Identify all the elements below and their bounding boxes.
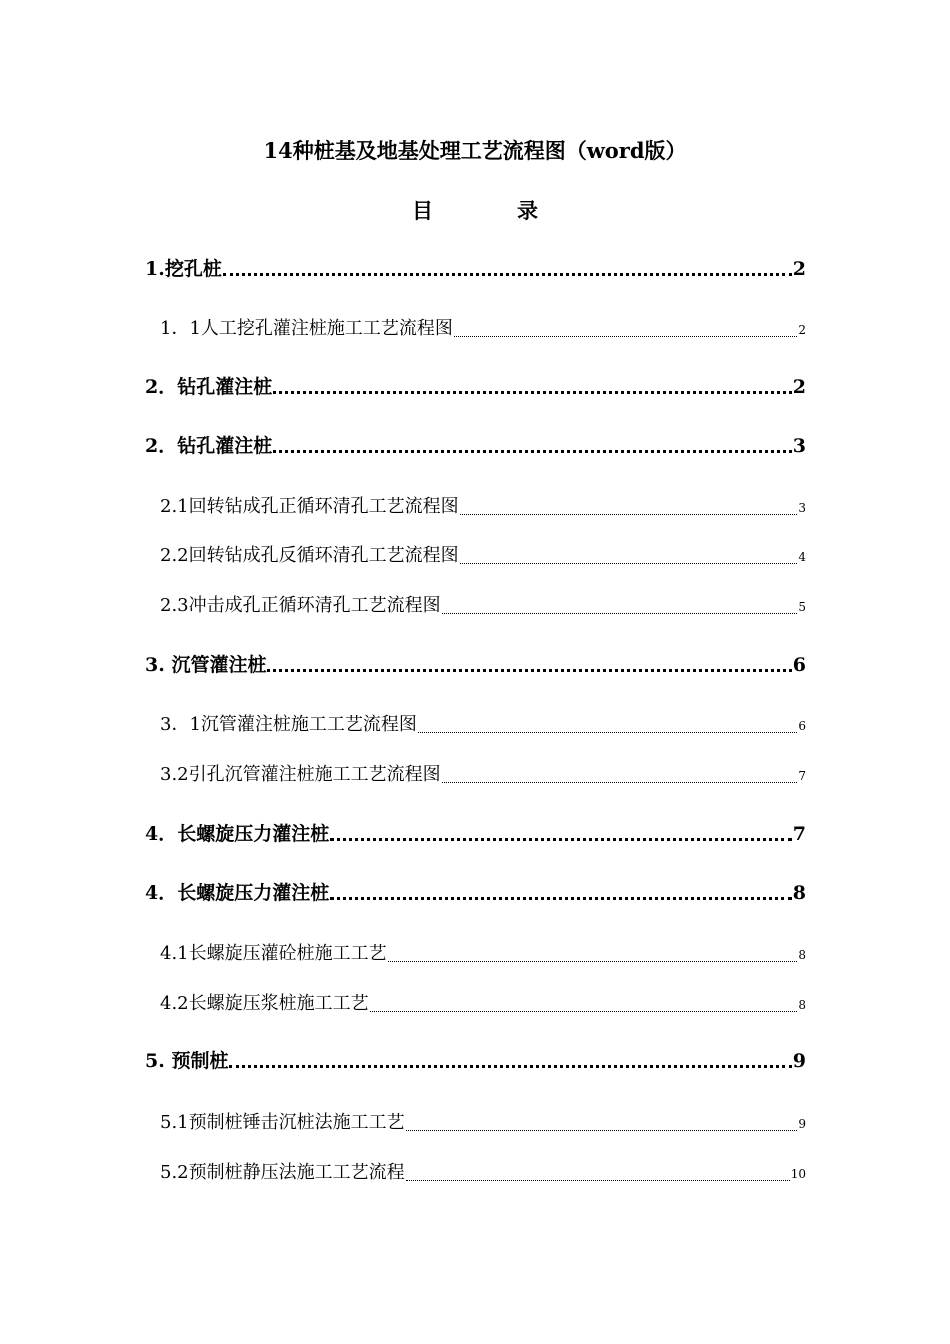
toc-dot-leader bbox=[406, 1130, 798, 1131]
toc-entry-label: 4.2长螺旋压浆桩施工工艺 bbox=[160, 993, 369, 1014]
toc-page-number: 9 bbox=[798, 1117, 806, 1131]
toc-dot-leader bbox=[442, 782, 798, 783]
toc-entry-label: 5. 预制桩 bbox=[145, 1050, 229, 1072]
toc-heading-char-1: 目 bbox=[412, 198, 433, 223]
toc-dot-leader bbox=[370, 1011, 798, 1012]
toc-heading-char-2: 录 bbox=[517, 198, 538, 223]
toc-entry[interactable] bbox=[160, 543, 806, 570]
toc-dot-leader bbox=[406, 1180, 790, 1181]
toc-page-number: 9 bbox=[792, 1050, 806, 1072]
toc-page-number: 2 bbox=[792, 258, 806, 280]
toc-dot-leader bbox=[229, 1065, 791, 1068]
toc-entry-label: 2．钻孔灌注桩 bbox=[145, 376, 273, 398]
toc-entry-label: 5.1预制桩锤击沉桩法施工工艺 bbox=[160, 1112, 405, 1133]
toc-entry-label: 1．1人工挖孔灌注桩施工工艺流程图 bbox=[160, 318, 453, 339]
toc-page-number: 7 bbox=[798, 769, 806, 783]
toc-entry-label: 3．1沉管灌注桩施工工艺流程图 bbox=[160, 714, 417, 735]
toc-page-number: 8 bbox=[798, 948, 806, 962]
toc-page-number: 5 bbox=[798, 600, 806, 614]
toc-entry-label: 1.挖孔桩 bbox=[145, 258, 222, 280]
toc-page-number: 3 bbox=[792, 435, 806, 457]
toc-dot-leader bbox=[267, 669, 791, 672]
toc-dot-leader bbox=[388, 961, 798, 962]
toc-entry[interactable] bbox=[145, 256, 806, 282]
toc-dot-leader bbox=[273, 450, 792, 453]
toc-entry[interactable] bbox=[160, 593, 806, 620]
toc-page-number: 8 bbox=[798, 998, 806, 1012]
toc-entry[interactable] bbox=[160, 712, 806, 739]
toc-dot-leader bbox=[454, 336, 797, 337]
toc-page-number: 3 bbox=[798, 501, 806, 515]
toc-entry-label: 4.1长螺旋压灌砼桩施工工艺 bbox=[160, 943, 387, 964]
toc-entry[interactable] bbox=[160, 316, 806, 343]
toc-page-number: 7 bbox=[792, 823, 806, 845]
toc-page-number: 2 bbox=[798, 323, 806, 337]
toc-dot-leader bbox=[460, 563, 798, 564]
toc-entry[interactable] bbox=[145, 1048, 806, 1074]
toc-page-number: 10 bbox=[790, 1167, 806, 1181]
toc-entry-label: 2．钻孔灌注桩 bbox=[145, 435, 273, 457]
toc-dot-leader bbox=[442, 613, 798, 614]
toc-dot-leader bbox=[330, 897, 792, 900]
toc-entry[interactable] bbox=[160, 941, 806, 968]
toc-entry[interactable] bbox=[145, 374, 806, 400]
toc-page-number: 8 bbox=[792, 882, 806, 904]
toc-entry-label: 3.2引孔沉管灌注桩施工工艺流程图 bbox=[160, 764, 441, 785]
toc-dot-leader bbox=[223, 273, 792, 276]
toc-entry[interactable] bbox=[145, 821, 806, 847]
toc-page-number: 2 bbox=[792, 376, 806, 398]
document-title: 14种桩基及地基处理工艺流程图（word版） bbox=[263, 138, 687, 163]
toc-entry[interactable] bbox=[145, 880, 806, 906]
toc-dot-leader bbox=[273, 391, 792, 394]
toc-entry-label: 2.2回转钻成孔反循环清孔工艺流程图 bbox=[160, 545, 459, 566]
toc-entry-label: 4．长螺旋压力灌注桩 bbox=[145, 823, 330, 845]
toc-entry[interactable] bbox=[160, 1160, 806, 1187]
toc-page-number: 6 bbox=[792, 654, 806, 676]
toc-dot-leader bbox=[330, 838, 792, 841]
toc-entry[interactable] bbox=[160, 762, 806, 789]
toc-entry[interactable] bbox=[145, 652, 806, 678]
toc-entry-label: 4．长螺旋压力灌注桩 bbox=[145, 882, 330, 904]
toc-entry-label: 2.1回转钻成孔正循环清孔工艺流程图 bbox=[160, 496, 459, 517]
toc-page-number: 4 bbox=[798, 550, 806, 564]
toc-dot-leader bbox=[460, 514, 798, 515]
toc-entry[interactable] bbox=[160, 991, 806, 1018]
toc-entry-label: 5.2预制桩静压法施工工艺流程 bbox=[160, 1162, 405, 1183]
toc-page-number: 6 bbox=[798, 719, 806, 733]
toc-entry-label: 3. 沉管灌注桩 bbox=[145, 654, 267, 676]
toc-dot-leader bbox=[418, 732, 797, 733]
toc-entry[interactable] bbox=[160, 494, 806, 521]
toc-entry-label: 2.3冲击成孔正循环清孔工艺流程图 bbox=[160, 595, 441, 616]
toc-entry[interactable] bbox=[160, 1110, 806, 1137]
toc-entry[interactable] bbox=[145, 433, 806, 459]
